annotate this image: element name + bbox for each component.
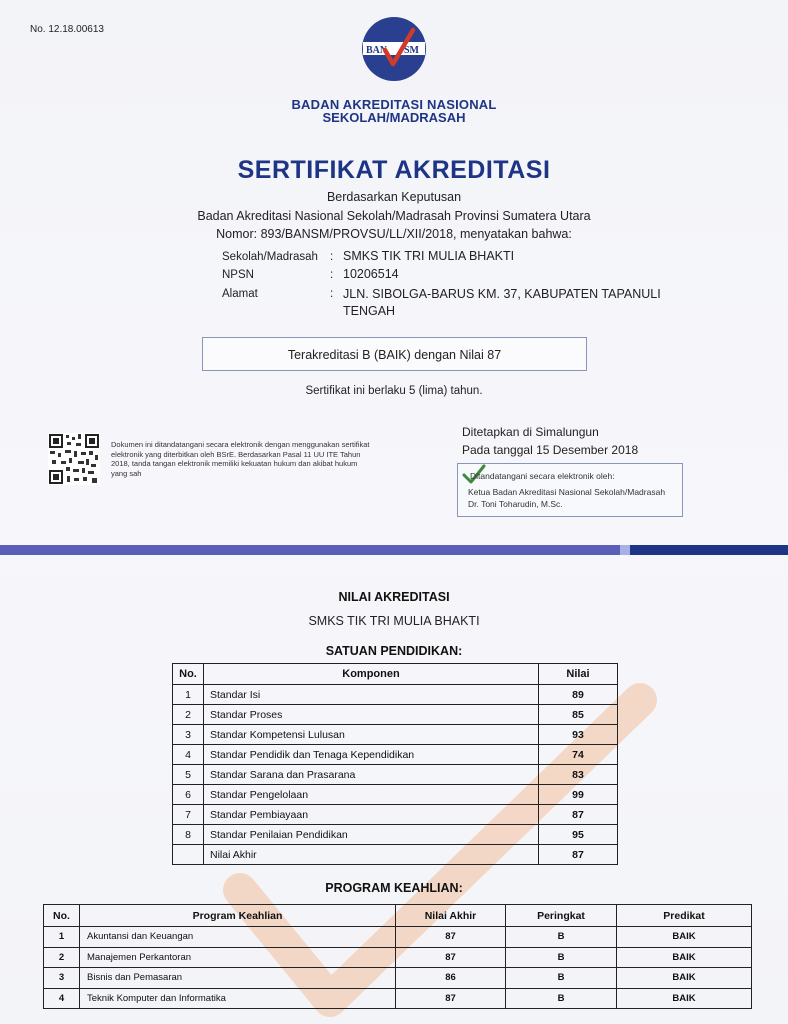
program-heading: PROGRAM KEAHLIAN: <box>325 881 463 895</box>
row-component: Standar Kompetensi Lulusan <box>204 725 539 745</box>
npsn-label: NPSN <box>222 269 254 281</box>
row-component: Standar Pembiayaan <box>204 805 539 825</box>
row-no: 3 <box>44 968 80 989</box>
row-score: 87 <box>396 947 506 968</box>
row-no: 7 <box>173 805 204 825</box>
accreditation-result-box: Terakreditasi B (BAIK) dengan Nilai 87 <box>202 337 587 371</box>
organization-name-line1: BADAN AKREDITASI NASIONAL <box>291 97 497 112</box>
row-program: Bisnis dan Pemasaran <box>80 968 396 989</box>
table-row <box>173 805 618 825</box>
row-value: 87 <box>539 805 618 825</box>
row-value: 83 <box>539 765 618 785</box>
row-score: 87 <box>396 988 506 1009</box>
table-row <box>44 968 752 989</box>
table-row <box>44 927 752 948</box>
final-score-label: Nilai Akhir <box>204 845 539 865</box>
final-score-row <box>173 845 618 865</box>
col-value: Nilai <box>539 664 618 685</box>
row-score: 86 <box>396 968 506 989</box>
row-predicate: BAIK <box>617 927 752 948</box>
row-value: 95 <box>539 825 618 845</box>
logo-text-left: BAN <box>366 45 388 56</box>
row-rank: B <box>506 968 617 989</box>
signature-line1: Ditandatangani secara elektronik oleh: <box>470 471 615 481</box>
row-value: 85 <box>539 705 618 725</box>
row-no: 3 <box>173 725 204 745</box>
table-row <box>44 988 752 1009</box>
row-value: 99 <box>539 785 618 805</box>
col-no: No. <box>173 664 204 685</box>
preamble-line2: Badan Akreditasi Nasional Sekolah/Madrasah Provinsi Sumatera Utara <box>197 209 591 223</box>
row-program: Teknik Komputer dan Informatika <box>80 988 396 1009</box>
table-row <box>173 785 618 805</box>
issued-date: Pada tanggal 15 Desember 2018 <box>462 443 639 457</box>
col-final-score: Nilai Akhir <box>396 905 506 927</box>
npsn-colon: : <box>330 269 334 281</box>
signature-line2: Ketua Badan Akreditasi Nasional Sekolah/Madrasah <box>468 487 666 497</box>
col-rank: Peringkat <box>506 905 617 927</box>
table-row <box>173 765 618 785</box>
validity-note: Sertifikat ini berlaku 5 (lima) tahun. <box>305 385 483 397</box>
row-no: 1 <box>173 685 204 705</box>
table-row <box>173 705 618 725</box>
table-row <box>173 745 618 765</box>
row-component: Standar Proses <box>204 705 539 725</box>
table-row <box>44 947 752 968</box>
row-no: 6 <box>173 785 204 805</box>
npsn-value: 10206514 <box>343 267 399 281</box>
row-predicate: BAIK <box>617 968 752 989</box>
final-score-value: 87 <box>539 845 618 865</box>
logo-text-right: SM <box>404 45 419 56</box>
row-component: Standar Sarana dan Prasarana <box>204 765 539 785</box>
bansm-logo <box>361 16 427 82</box>
table-row <box>173 685 618 705</box>
row-no: 4 <box>173 745 204 765</box>
school-colon: : <box>330 251 334 263</box>
esign-legal-note: Dokumen ini ditandatangani secara elektronik dengan menggunakan sertifikat elektronik yang diterbitkan oleh BSrE. Berdasarkan Pasal 11 UU ITE Tahun 2018, tanda tangan elektronik memiliki kekuatan hukum dan akibat hukum yang sah <box>111 440 370 478</box>
row-rank: B <box>506 988 617 1009</box>
row-component: Standar Isi <box>204 685 539 705</box>
table-header-row <box>44 905 752 927</box>
row-no: 4 <box>44 988 80 1009</box>
grades-heading: NILAI AKREDITASI <box>338 590 450 604</box>
row-no: 5 <box>173 765 204 785</box>
programs-table <box>43 904 752 1009</box>
school-value: SMKS TIK TRI MULIA BHAKTI <box>343 249 515 263</box>
row-no: 2 <box>173 705 204 725</box>
row-component: Standar Pendidik dan Tenaga Kependidikan <box>204 745 539 765</box>
table-row <box>173 725 618 745</box>
row-score: 87 <box>396 927 506 948</box>
row-no: 1 <box>44 927 80 948</box>
row-no: 8 <box>173 825 204 845</box>
unit-components-table <box>172 663 618 865</box>
col-program: Program Keahlian <box>80 905 396 927</box>
qr-code <box>48 433 100 485</box>
row-program: Manajemen Perkantoran <box>80 947 396 968</box>
grades-school-name: SMKS TIK TRI MULIA BHAKTI <box>308 614 480 628</box>
row-component: Standar Penilaian Pendidikan <box>204 825 539 845</box>
row-program: Akuntansi dan Keuangan <box>80 927 396 948</box>
row-value: 74 <box>539 745 618 765</box>
row-value: 93 <box>539 725 618 745</box>
preamble-line3: Nomor: 893/BANSM/PROVSU/LL/XII/2018, menyatakan bahwa: <box>216 227 572 241</box>
organization-name-line2: SEKOLAH/MADRASAH <box>322 110 466 125</box>
table-row <box>173 825 618 845</box>
col-component: Komponen <box>204 664 539 685</box>
page-separator-band <box>0 545 788 555</box>
row-predicate: BAIK <box>617 988 752 1009</box>
row-no: 2 <box>44 947 80 968</box>
col-no: No. <box>44 905 80 927</box>
preamble-line1: Berdasarkan Keputusan <box>326 190 462 204</box>
table-header-row <box>173 664 618 685</box>
col-predicate: Predikat <box>617 905 752 927</box>
school-label: Sekolah/Madrasah <box>222 251 318 263</box>
row-rank: B <box>506 947 617 968</box>
signature-line3: Dr. Toni Toharudin, M.Sc. <box>468 499 563 509</box>
address-colon: : <box>330 288 334 300</box>
row-rank: B <box>506 927 617 948</box>
certificate-title: SERTIFIKAT AKREDITASI <box>237 156 551 184</box>
issued-place: Ditetapkan di Simalungun <box>462 425 599 439</box>
address-label: Alamat <box>222 288 258 300</box>
row-predicate: BAIK <box>617 947 752 968</box>
unit-heading: SATUAN PENDIDIKAN: <box>325 644 463 658</box>
certificate-number: No. 12.18.00613 <box>30 24 104 35</box>
row-value: 89 <box>539 685 618 705</box>
address-value: JLN. SIBOLGA-BARUS KM. 37, KABUPATEN TAPANULI TENGAH <box>343 287 661 318</box>
row-component: Standar Pengelolaan <box>204 785 539 805</box>
